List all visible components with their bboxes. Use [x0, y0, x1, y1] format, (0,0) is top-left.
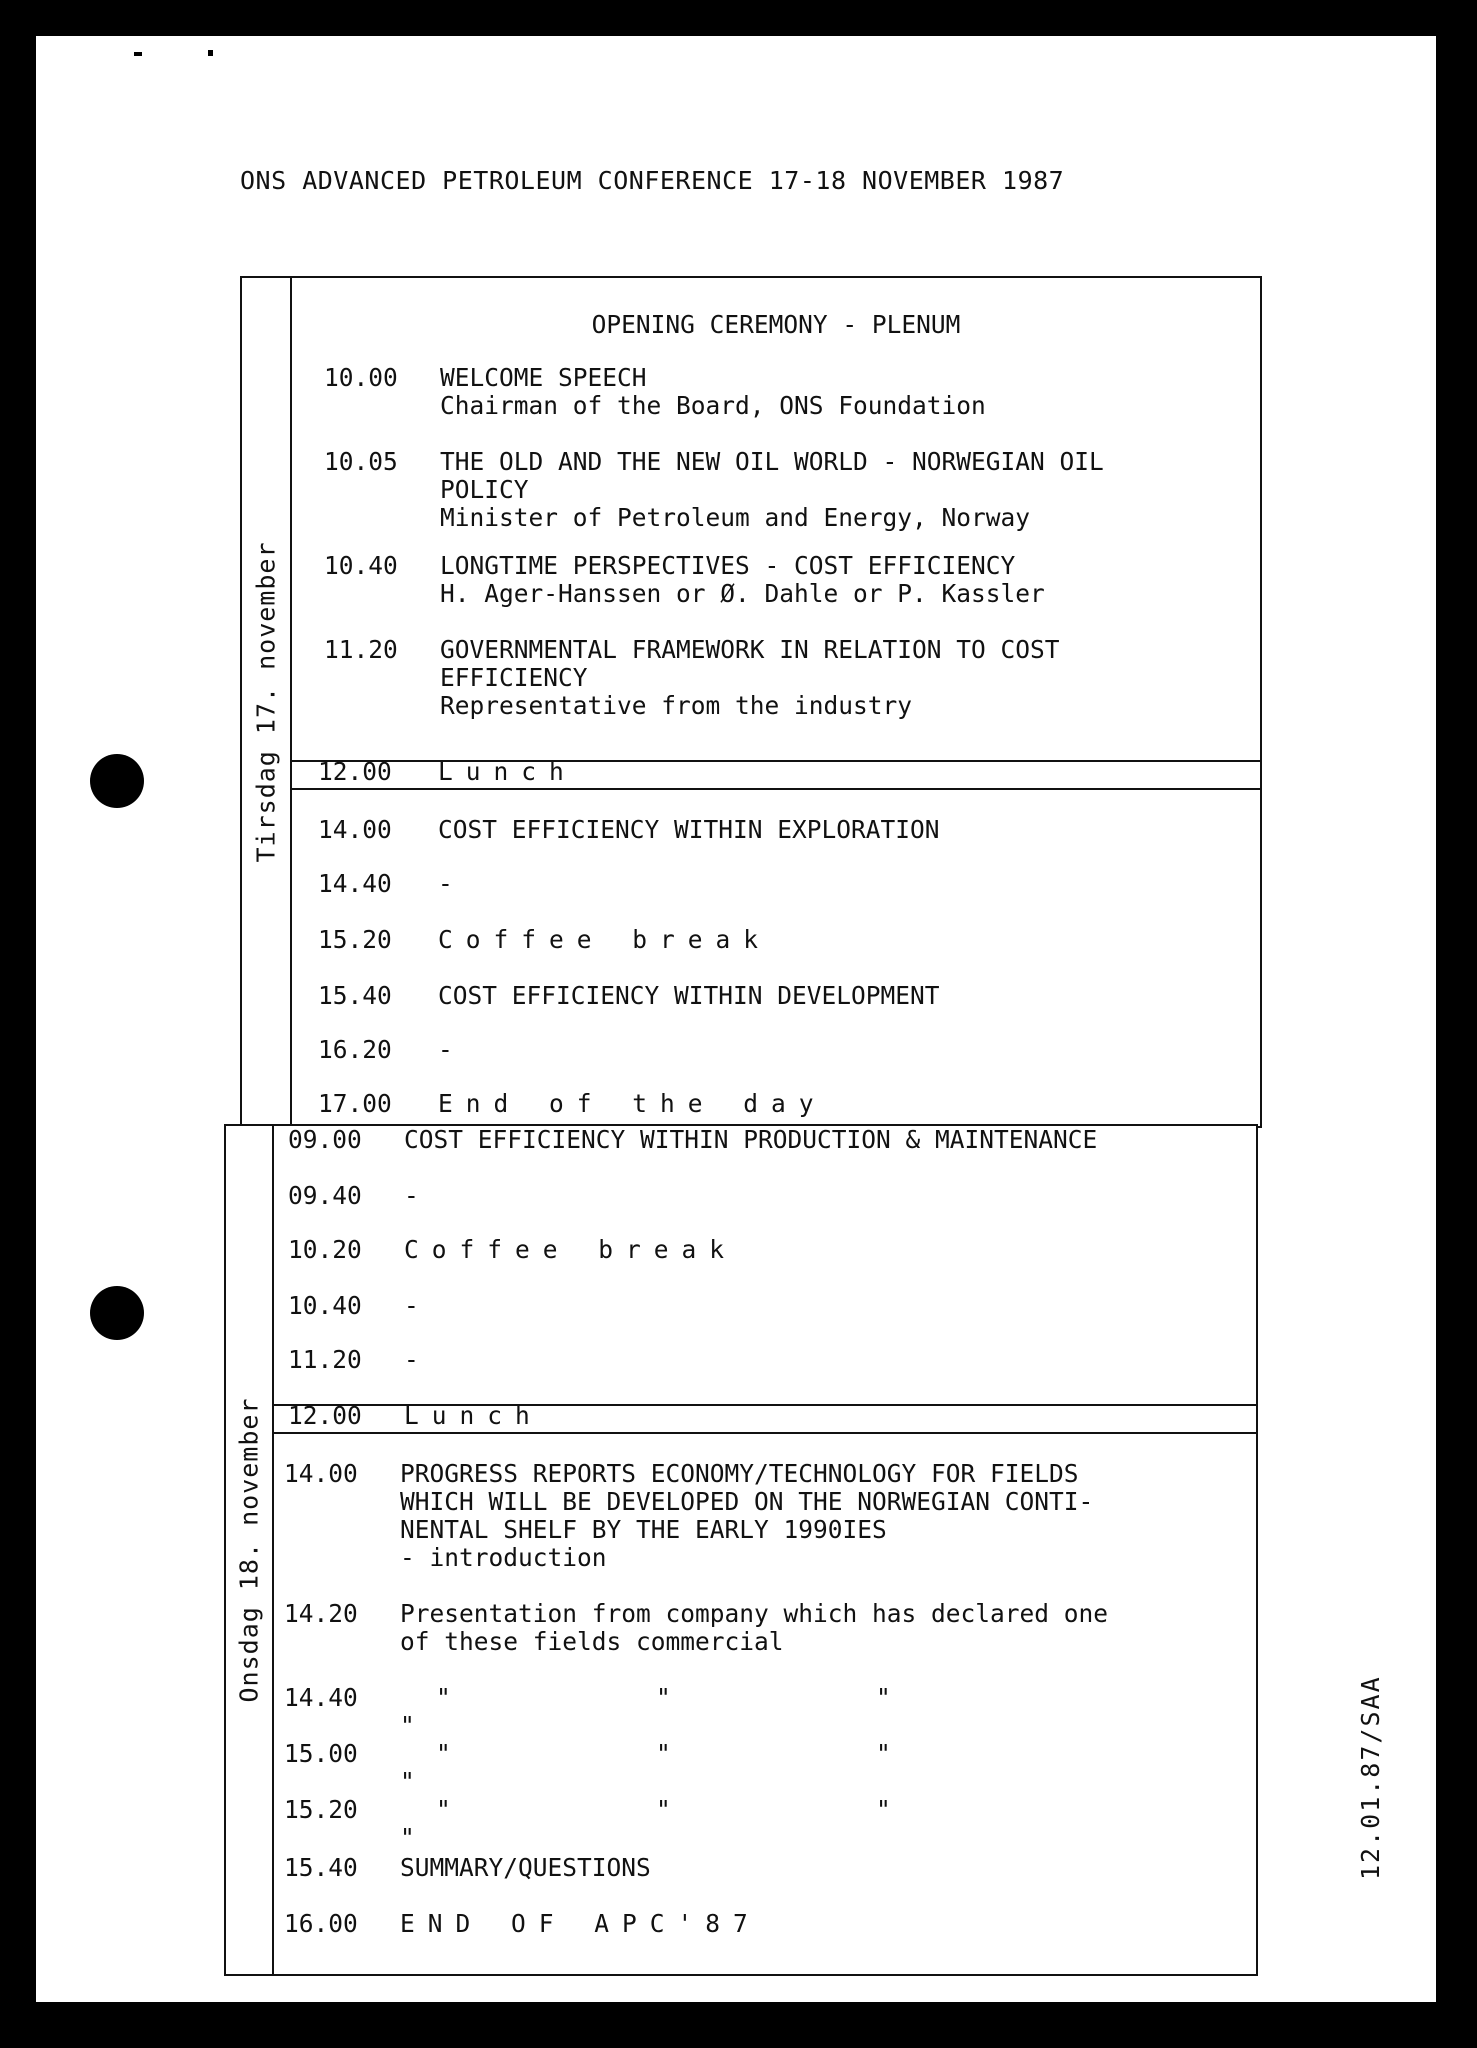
schedule-item-line: Presentation from company which has declared one — [400, 1599, 1109, 1628]
schedule-time: 14.00 — [318, 815, 392, 844]
day1-heading: OPENING CEREMONY - PLENUM — [591, 310, 961, 339]
schedule-time: 15.00 — [284, 1739, 358, 1768]
schedule-item — [400, 1460, 1246, 1572]
schedule-item-line: COST EFFICIENCY WITHIN EXPLORATION — [438, 815, 940, 844]
schedule-time: 10.40 — [324, 551, 398, 580]
schedule-item — [400, 1854, 1246, 1882]
schedule-time: 09.40 — [288, 1181, 362, 1210]
schedule-item-line: SUMMARY/QUESTIONS — [400, 1853, 651, 1882]
ditto-mark: " — [436, 1683, 451, 1712]
ditto-mark: " — [436, 1795, 451, 1824]
schedule-item — [438, 1090, 1250, 1118]
schedule-time: 10.05 — [324, 447, 398, 476]
schedule-item — [438, 816, 1250, 844]
schedule-item-line: H. Ager-Hanssen or Ø. Dahle or P. Kassler — [440, 579, 1045, 608]
ditto-mark: " — [400, 1767, 415, 1796]
document-title: ONS ADVANCED PETROLEUM CONFERENCE 17-18 NOVEMBER 1987 — [240, 166, 1065, 195]
schedule-item — [440, 448, 1250, 532]
schedule-item-line: - — [404, 1291, 419, 1320]
schedule-item-line: - — [438, 1035, 453, 1064]
ditto-mark: " — [876, 1795, 891, 1824]
schedule-time: 11.20 — [324, 635, 398, 664]
schedule-item-line: EFFICIENCY — [440, 663, 588, 692]
day1-content — [292, 278, 1260, 1126]
schedule-item — [404, 1402, 1246, 1430]
schedule-item-line: - — [404, 1181, 419, 1210]
schedule-time: 10.00 — [324, 363, 398, 392]
schedule-time: 14.40 — [318, 869, 392, 898]
schedule-time: 15.20 — [284, 1795, 358, 1824]
schedule-item — [400, 1796, 1246, 1852]
schedule-item-line: - — [438, 869, 453, 898]
schedule-item — [440, 364, 1250, 420]
schedule-item-line: - introduction — [400, 1543, 607, 1572]
day2-label-column — [226, 1126, 274, 1974]
day1-label: Tirsdag 17. november — [251, 541, 281, 863]
day2-label: Onsdag 18. november — [234, 1397, 264, 1703]
punch-hole — [90, 1286, 144, 1340]
schedule-item — [400, 1600, 1246, 1656]
schedule-time: 10.40 — [288, 1291, 362, 1320]
schedule-item-line: End of the day — [438, 1089, 827, 1118]
schedule-item-line: THE OLD AND THE NEW OIL WORLD - NORWEGIAN OIL — [440, 447, 1104, 476]
schedule-item-line: LONGTIME PERSPECTIVES - COST EFFICIENCY — [440, 551, 1016, 580]
day2-content — [274, 1126, 1256, 1974]
schedule-time: 12.00 — [318, 757, 392, 786]
schedule-time: 09.00 — [288, 1125, 362, 1154]
schedule-item — [404, 1346, 1246, 1374]
ditto-mark: " — [876, 1739, 891, 1768]
schedule-item-line: - — [404, 1345, 419, 1374]
schedule-item — [438, 1036, 1250, 1064]
schedule-item — [404, 1292, 1246, 1320]
schedule-item-line: GOVERNMENTAL FRAMEWORK IN RELATION TO COST — [440, 635, 1060, 664]
schedule-item — [404, 1182, 1246, 1210]
schedule-item — [438, 926, 1250, 954]
schedule-item — [404, 1236, 1246, 1264]
schedule-time: 15.40 — [284, 1853, 358, 1882]
schedule-item — [400, 1684, 1246, 1740]
schedule-item — [440, 636, 1250, 720]
ditto-mark: " — [400, 1711, 415, 1740]
schedule-time: 11.20 — [288, 1345, 362, 1374]
schedule-item-line: of these fields commercial — [400, 1627, 784, 1656]
schedule-item-line: PROGRESS REPORTS ECONOMY/TECHNOLOGY FOR FIELDS — [400, 1459, 1079, 1488]
day2-schedule — [224, 1124, 1258, 1976]
day1-label-column — [242, 278, 292, 1126]
ditto-mark: " — [400, 1823, 415, 1852]
schedule-item — [438, 982, 1250, 1010]
schedule-item-line: Coffee break — [438, 925, 772, 954]
schedule-time: 14.00 — [284, 1459, 358, 1488]
schedule-item-line: COST EFFICIENCY WITHIN DEVELOPMENT — [438, 981, 940, 1010]
schedule-time: 16.00 — [284, 1909, 358, 1938]
schedule-item-line: WHICH WILL BE DEVELOPED ON THE NORWEGIAN CONTI- — [400, 1487, 1094, 1516]
ditto-mark: " — [656, 1795, 671, 1824]
ditto-mark: " — [656, 1739, 671, 1768]
schedule-time: 15.40 — [318, 981, 392, 1010]
scan-speck — [134, 52, 142, 56]
schedule-item — [438, 758, 1250, 786]
schedule-item-line: END OF APC'87 — [400, 1909, 761, 1938]
schedule-time: 16.20 — [318, 1035, 392, 1064]
schedule-item-line: NENTAL SHELF BY THE EARLY 1990IES — [400, 1515, 887, 1544]
ditto-mark: " — [436, 1739, 451, 1768]
schedule-item-line: Minister of Petroleum and Energy, Norway — [440, 503, 1031, 532]
schedule-item — [400, 1910, 1246, 1938]
schedule-time: 14.40 — [284, 1683, 358, 1712]
document-stamp: 12.01.87/SAA — [1356, 1675, 1385, 1880]
schedule-item-line: Coffee break — [404, 1235, 738, 1264]
day1-schedule — [240, 276, 1262, 1128]
ditto-mark: " — [656, 1683, 671, 1712]
punch-hole — [90, 754, 144, 808]
schedule-item-line: Chairman of the Board, ONS Foundation — [440, 391, 986, 420]
ditto-mark: " — [876, 1683, 891, 1712]
schedule-item-line: WELCOME SPEECH — [440, 363, 647, 392]
schedule-item-line: Representative from the industry — [440, 691, 913, 720]
schedule-time: 10.20 — [288, 1235, 362, 1264]
schedule-time: 14.20 — [284, 1599, 358, 1628]
schedule-item-line: COST EFFICIENCY WITHIN PRODUCTION & MAINTENANCE — [404, 1125, 1098, 1154]
schedule-item-line: Lunch — [438, 757, 577, 786]
schedule-time: 12.00 — [288, 1401, 362, 1430]
schedule-item-line: Lunch — [404, 1401, 543, 1430]
schedule-time: 15.20 — [318, 925, 392, 954]
schedule-item-line: POLICY — [440, 475, 529, 504]
schedule-item — [440, 552, 1250, 608]
schedule-item — [400, 1740, 1246, 1796]
scan-speck — [208, 50, 213, 56]
schedule-item — [404, 1126, 1246, 1154]
schedule-item — [438, 870, 1250, 898]
schedule-time: 17.00 — [318, 1089, 392, 1118]
